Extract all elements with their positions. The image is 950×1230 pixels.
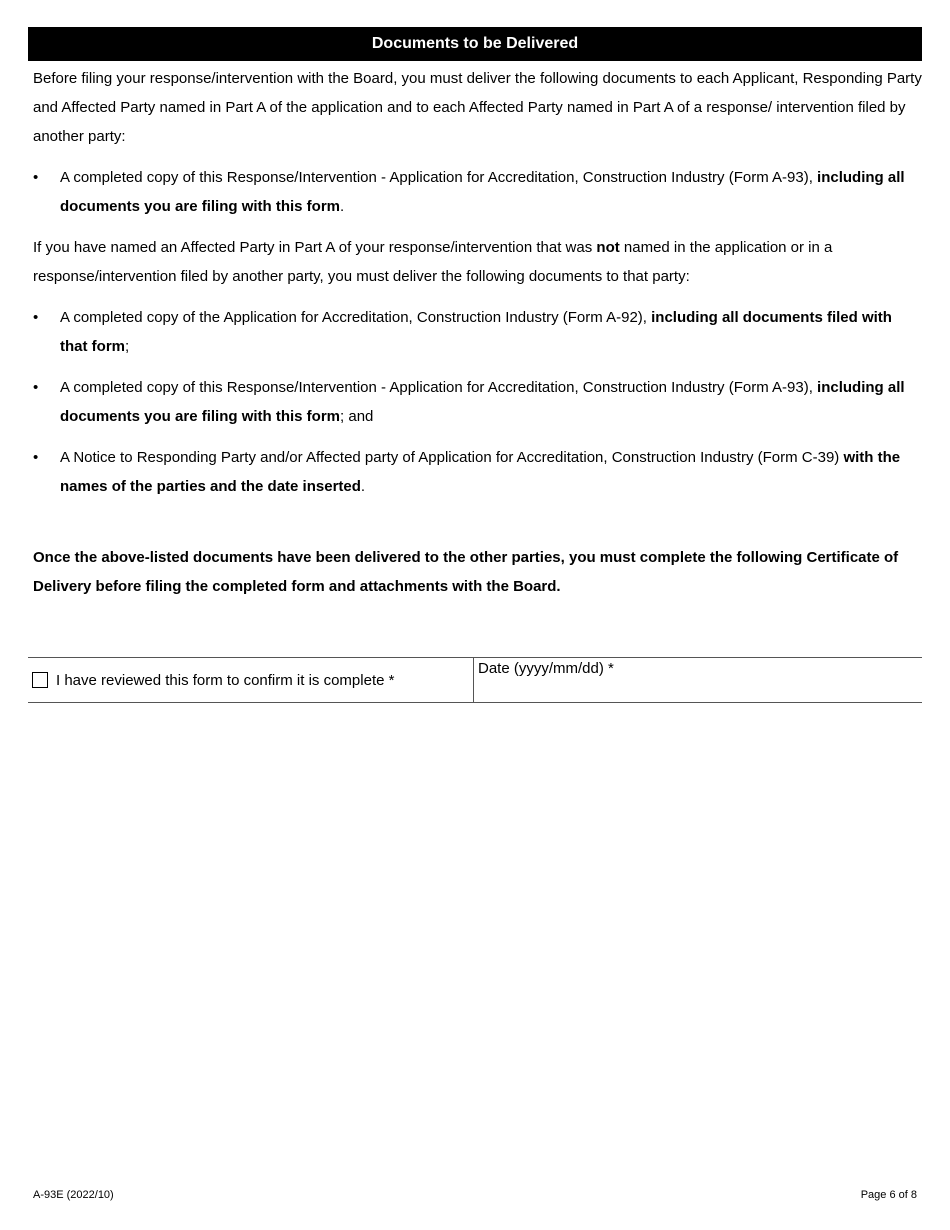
list-item-text: A Notice to Responding Party and/or Affected party of Application for Accreditation, Construction Industry (Form C-39) with the names of the parties and the date inserted. [60, 449, 901, 495]
intro-paragraph: Before filing your response/intervention with the Board, you must deliver the following documents to each Applicant, Responding Party and Affected Party named in Part A of the application and to each Affected Party named in Part A of a response/ intervention filed by another party: [33, 70, 922, 145]
review-checkbox[interactable] [32, 672, 48, 688]
certificate-instruction: Once the above-listed documents have been delivered to the other parties, you must complete the following Certificate of Delivery before filing the completed form and attachments with the Board. [33, 549, 899, 595]
list-item [33, 163, 923, 221]
form-code: A-93E (2022/10) [33, 1189, 114, 1201]
instructions [33, 64, 923, 613]
list-item [33, 443, 923, 501]
review-checkbox-label: I have reviewed this form to confirm it is complete * [56, 671, 395, 689]
list-item [33, 373, 923, 431]
review-checkbox-cell[interactable] [28, 658, 474, 702]
list-item-text: A completed copy of this Response/Intervention - Application for Accreditation, Construction Industry (Form A-93), including all documents you are filing with this form. [60, 169, 905, 215]
list-item-text: A completed copy of the Application for Accreditation, Construction Industry (Form A-92), including all documents filed with that form; [60, 309, 892, 355]
list-item-text: A completed copy of this Response/Intervention - Application for Accreditation, Construction Industry (Form A-93), including all documents you are filing with this form; and [60, 379, 905, 425]
page-number: Page 6 of 8 [860, 1189, 917, 1201]
date-field-label: Date (yyyy/mm/dd) * [478, 660, 614, 677]
bullet-icon: • [33, 309, 39, 326]
section-title: Documents to be Delivered [371, 35, 579, 52]
second-paragraph: If you have named an Affected Party in Part A of your response/intervention that was not named in the application or in a response/intervention filed by another party, you must deliver the following documents to that party: [33, 239, 833, 285]
certificate-table [28, 657, 922, 703]
bullet-icon: • [33, 379, 39, 396]
bullet-icon: • [33, 169, 39, 186]
section-header [28, 27, 922, 61]
date-field[interactable] [474, 658, 922, 702]
list-item [33, 303, 923, 361]
bullet-icon: • [33, 449, 39, 466]
